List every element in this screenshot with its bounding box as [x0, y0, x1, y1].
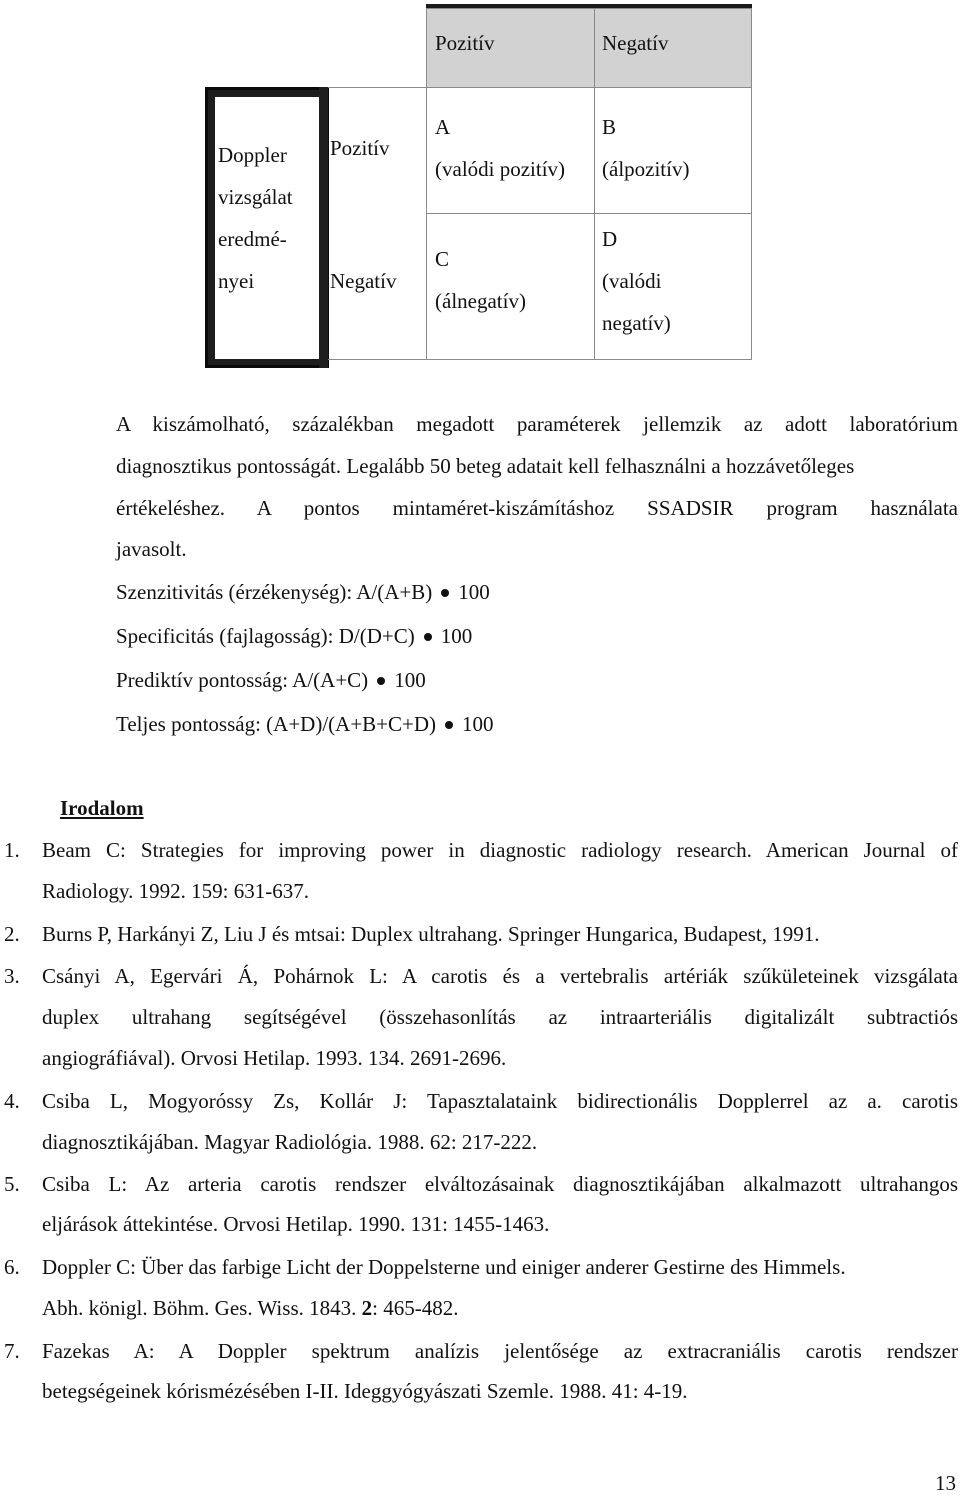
formula-factor: 100: [440, 624, 473, 648]
formula-factor: 100: [394, 668, 426, 692]
reference-line: Burns P, Harkányi Z, Liu J és mtsai: Duplex ultrahang. Springer Hungarica, Budapest, 1991.: [42, 922, 820, 946]
reference-line: [42, 1287, 958, 1329]
formula-label: Prediktív pontosság: A/(A+C): [116, 668, 369, 692]
paragraph-line: értékeléshez. A pontos mintaméret-kiszámításhoz SSADSIR program használata: [116, 496, 958, 520]
formula-predictive: [116, 659, 958, 701]
row-label-negative: Negatív: [330, 269, 397, 293]
reference-number: 4.: [4, 1089, 20, 1113]
formula-specificity: [116, 615, 958, 657]
formula-label: Szenzitivitás (érzékenység): A/(A+B): [116, 580, 433, 604]
cell-b-label: (álpozitív): [602, 157, 690, 181]
reference-line: Beam C: Strategies for improving power in diagnostic radiology research. American Journal of: [42, 838, 958, 862]
col-header-positive: Pozitív: [435, 31, 495, 55]
formula-factor: 100: [458, 580, 490, 604]
row-group-label-line-3: eredmé-: [218, 227, 287, 251]
references-heading: Irodalom: [60, 796, 144, 820]
reference-line: duplex ultrahang segítségével (összehasonlítás az intraarteriális digitalizált subtractiós: [42, 1005, 958, 1029]
reference-line: Radiology. 1992. 159: 631-637.: [42, 879, 309, 903]
cell-b-letter: B: [602, 115, 617, 139]
row-group-label-line-4: nyei: [218, 269, 255, 293]
cell-d-label-2: negatív): [602, 311, 671, 335]
formula-accuracy: [116, 703, 958, 745]
row-label-positive: Pozitív: [330, 136, 390, 160]
paragraph-line: diagnosztikus pontosságát. Legalább 50 beteg adatait kell felhasználni a hozzávetőleges: [116, 454, 855, 478]
reference-number: 1.: [4, 838, 20, 862]
paragraph-line: javasolt.: [116, 537, 187, 561]
cell-a-letter: A: [435, 115, 451, 139]
reference-line: Csányi A, Egervári Á, Pohárnok L: A carotis és a vertebralis artériák szűkületeinek vizsgálata: [42, 964, 958, 988]
reference-line: angiográfiával). Orvosi Hetilap. 1993. 134. 2691-2696.: [42, 1046, 507, 1070]
reference-line: eljárások áttekintése. Orvosi Hetilap. 1990. 131: 1455-1463.: [42, 1212, 550, 1236]
row-group-label-line-2: vizsgálat: [218, 185, 293, 209]
formula-label: Specificitás (fajlagosság): D/(D+C): [116, 624, 415, 648]
multiply-dot-icon: [424, 633, 432, 641]
col-header-negative: Negatív: [602, 31, 669, 55]
reference-number: 6.: [4, 1255, 20, 1279]
reference-text: Abh. königl. Böhm. Ges. Wiss. 1843.: [42, 1296, 362, 1320]
reference-number: 2.: [4, 922, 20, 946]
cell-d-letter: D: [602, 227, 618, 251]
reference-line: diagnosztikájában. Magyar Radiológia. 1988. 62: 217-222.: [42, 1130, 538, 1154]
cell-c-letter: C: [435, 247, 450, 271]
page-number: 13: [935, 1471, 956, 1495]
multiply-dot-icon: [377, 677, 385, 685]
row-group-separator: [319, 87, 328, 368]
reference-line: Fazekas A: A Doppler spektrum analízis jelentősége az extracraniális carotis rendszer: [42, 1339, 958, 1363]
cell-c-label: (álnegatív): [435, 289, 526, 313]
reference-number: 7.: [4, 1339, 20, 1363]
reference-volume: 2: [361, 1296, 373, 1320]
reference-line: Csiba L, Mogyoróssy Zs, Kollár J: Tapasztalataink bidirectionális Dopplerrel az a. carotis: [42, 1089, 958, 1113]
formula-factor: 100: [462, 712, 494, 736]
reference-number: 3.: [4, 964, 20, 988]
multiply-dot-icon: [445, 721, 453, 729]
reference-line: betegségeinek kórismézésében I-II. Ideggyógyászati Szemle. 1988. 41: 4-19.: [42, 1379, 688, 1403]
reference-pages: : 465-482.: [372, 1296, 459, 1320]
multiply-dot-icon: [441, 589, 449, 597]
formula-label: Teljes pontosság: (A+D)/(A+B+C+D): [116, 712, 437, 736]
reference-line: Doppler C: Über das farbige Licht der Doppelsterne und einiger anderer Gestirne des Himmels.: [42, 1255, 846, 1279]
row-group-label-line-1: Doppler: [218, 143, 287, 167]
cell-a-label: (valódi pozitív): [435, 157, 566, 181]
formula-sensitivity: [116, 571, 958, 613]
reference-number: 5.: [4, 1172, 20, 1196]
cell-d-label-1: (valódi: [602, 269, 662, 293]
reference-line: Csiba L: Az arteria carotis rendszer elváltozásainak diagnosztikájában alkalmazott ultrahangos: [42, 1172, 958, 1196]
paragraph-line: A kiszámolható, százalékban megadott paraméterek jellemzik az adott laboratórium: [116, 412, 958, 436]
